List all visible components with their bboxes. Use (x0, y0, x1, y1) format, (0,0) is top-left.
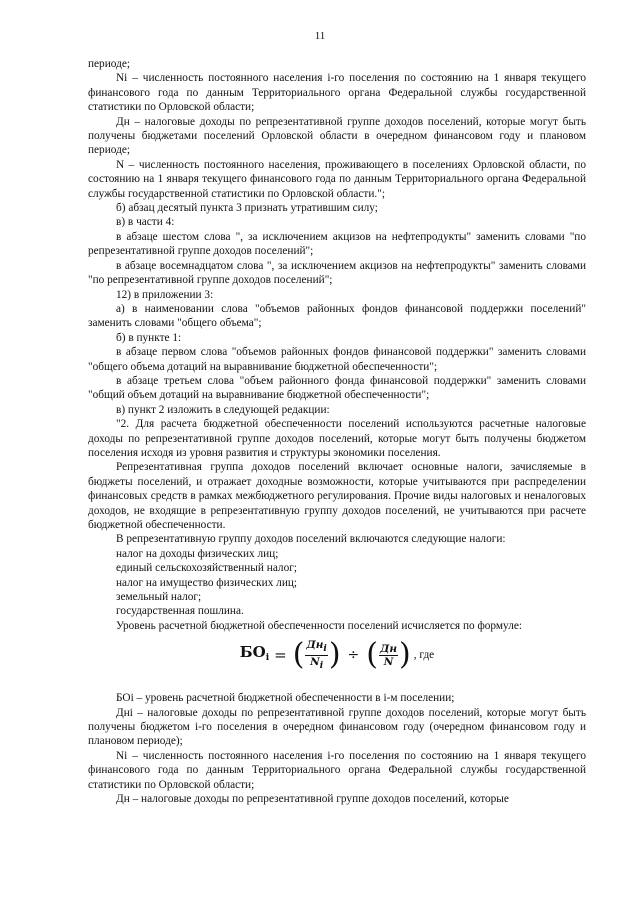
paragraph: Репрезентативная группа доходов поселений включает основные налоги, зачисляемые в бюджеты поселений, и отражает доходные возможности, которые учитываются при распределении финансовых средств в рамках межбюджетного регулирования. Прочие виды налоговых и неналоговых доходов, не входящие в репрезентативную группу доходов поселений, не учитываются при расчете бюджетной обеспеченности. (88, 461, 586, 531)
formula-paren-close-1: ) (328, 637, 341, 673)
paragraph: периоде; (88, 58, 130, 70)
paragraph: в) в части 4: (116, 216, 175, 229)
paragraph: б) абзац десятый пункта 3 признать утратившим силу; (116, 202, 378, 215)
paragraph: Уровень расчетной бюджетной обеспеченности поселений исчисляется по формуле: (116, 619, 522, 632)
formula-divide-operator: ÷ (347, 647, 360, 664)
paragraph: Ni – численность постоянного населения i-го поселения по состоянию на 1 января текущего финансового года по данным Территориального органа Федеральной службы государственной статистики по Орловской области; (88, 72, 586, 114)
paragraph: б) в пункте 1: (116, 331, 182, 344)
paragraph: "2. Для расчета бюджетной обеспеченности поселений используются расчетные налоговые доходы по репрезентативной группе доходов поселений, которые могут быть получены бюджетом поселения исходя из уровня развития и структуры экономики поселения. (88, 418, 586, 459)
paragraph: БОi – уровень расчетной бюджетной обеспеченности в i-м поселении; (116, 692, 455, 705)
paragraph: в абзаце шестом слова ", за исключением акцизов на нефтепродукты" заменить словами "по репрезентативной группе доходов поселений"; (88, 230, 586, 258)
paragraph: в абзаце первом слова "объемов районных фондов финансовой поддержки" заменить словами "общего объема дотаций на выравнивание бюджетной обеспеченности"; (88, 346, 586, 373)
paragraph: Ni – численность постоянного населения i-го поселения по состоянию на 1 января текущего финансового года по данным Территориального органа Федеральной службы государственной статистики по Орловской области; (88, 749, 586, 791)
paragraph: налог на имущество физических лиц; (116, 576, 298, 589)
formula-equals: = (274, 646, 287, 665)
formula-tail: , где (413, 649, 435, 662)
formula-fraction-1: $\frac{\text{Днi}}{Ni}$ (306, 638, 327, 671)
formula-lhs: $БО_i$ (239, 643, 270, 664)
paragraph: N – численность постоянного населения, проживающего в поселениях Орловской области, по состоянию на 1 января текущего финансового года по данным Территориального органа Федеральной службы государственной статистики по Орловской области."; (88, 158, 586, 200)
formula (88, 635, 586, 675)
document-body (88, 57, 586, 807)
paragraph: В репрезентативную группу доходов поселений включаются следующие налоги: (116, 533, 506, 546)
paragraph: земельный налог; (116, 591, 202, 604)
paragraph: в абзаце восемнадцатом слова ", за исключением акцизов на нефтепродукты" заменить словами "по репрезентативной группе доходов поселений"; (88, 259, 586, 287)
paragraph: а) в наименовании слова "объемов районных фондов финансовой поддержки поселений" заменить словами "общего объема"; (88, 302, 586, 330)
formula-fraction-2: $\frac{Дн}{N}$ (380, 642, 397, 668)
paragraph: Дн – налоговые доходы по репрезентативной группе доходов поселений, которые могут быть получены бюджетами поселений Орловской области в очередном финансовом году и плановом периоде; (88, 115, 586, 157)
formula-paren-close-2: ) (399, 637, 411, 673)
formula-paren-open-1: ( (292, 637, 305, 673)
paragraphs-before-formula (88, 57, 586, 633)
page-number: 11 (314, 30, 326, 42)
formula-paren-open-2: ( (366, 637, 378, 673)
paragraph: единый сельскохозяйственный налог; (116, 562, 297, 575)
paragraph: налог на доходы физических лиц; (116, 547, 279, 560)
paragraph: 12) в приложении 3: (116, 288, 214, 301)
paragraph: в абзаце третьем слова "объем районного фонда финансовой поддержки" заменить словами "общий объем дотаций на выравнивание бюджетной обеспеченности"; (88, 374, 586, 402)
paragraph: Дн – налоговые доходы по репрезентативной группе доходов поселений, которые (116, 793, 509, 806)
paragraph: государственная пошлина. (116, 605, 244, 618)
paragraphs-after-formula (88, 691, 586, 806)
paragraph: Днi – налоговые доходы по репрезентативной группе доходов поселений, которые могут быть получены бюджетом i-го поселения в очередном финансовом году (очередном финансовом году и плановом периоде); (88, 706, 586, 748)
paragraph: в) пункт 2 изложить в следующей редакции: (116, 403, 330, 416)
